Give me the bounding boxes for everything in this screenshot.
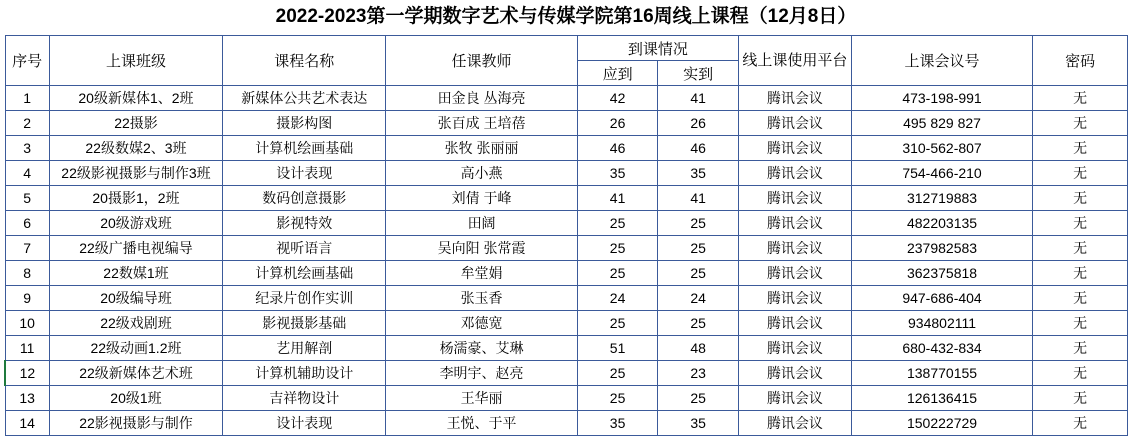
cell-password: 无	[1033, 286, 1128, 311]
cell-course: 新媒体公共艺术表达	[223, 86, 386, 111]
cell-course: 纪录片创作实训	[223, 286, 386, 311]
cell-course: 计算机绘画基础	[223, 136, 386, 161]
cell-due: 26	[577, 111, 658, 136]
cell-platform: 腾讯会议	[739, 111, 852, 136]
table-row	[5, 286, 1128, 311]
cell-meeting: 495 829 827	[851, 111, 1032, 136]
cell-actual: 25	[658, 211, 739, 236]
cell-meeting: 754-466-210	[851, 161, 1032, 186]
table-row	[5, 86, 1128, 111]
cell-index: 2	[5, 111, 49, 136]
cell-course: 计算机辅助设计	[223, 361, 386, 386]
cell-due: 25	[577, 311, 658, 336]
cell-class: 22级数媒2、3班	[49, 136, 222, 161]
cell-course: 摄影构图	[223, 111, 386, 136]
cell-teacher: 王华丽	[386, 386, 577, 411]
cell-index: 12	[5, 361, 49, 386]
cell-password: 无	[1033, 136, 1128, 161]
cell-platform: 腾讯会议	[739, 261, 852, 286]
cell-teacher: 李明宇、赵亮	[386, 361, 577, 386]
cell-due: 51	[577, 336, 658, 361]
cell-teacher: 王悦、于平	[386, 411, 577, 436]
cell-meeting: 362375818	[851, 261, 1032, 286]
cell-index: 3	[5, 136, 49, 161]
cell-teacher: 张百成 王培蓓	[386, 111, 577, 136]
cell-class: 22影视摄影与制作	[49, 411, 222, 436]
cell-class: 22级戏剧班	[49, 311, 222, 336]
cell-meeting: 482203135	[851, 211, 1032, 236]
cell-password: 无	[1033, 161, 1128, 186]
cell-platform: 腾讯会议	[739, 386, 852, 411]
header-course: 课程名称	[223, 36, 386, 86]
cell-platform: 腾讯会议	[739, 161, 852, 186]
cell-teacher: 杨濡豪、艾琳	[386, 336, 577, 361]
cell-password: 无	[1033, 311, 1128, 336]
table-row	[5, 211, 1128, 236]
header-actual: 实到	[658, 61, 739, 86]
cell-due: 35	[577, 411, 658, 436]
cell-teacher: 牟堂娟	[386, 261, 577, 286]
cell-class: 20摄影1，2班	[49, 186, 222, 211]
cell-course: 影视摄影基础	[223, 311, 386, 336]
cell-teacher: 田阔	[386, 211, 577, 236]
cell-password: 无	[1033, 261, 1128, 286]
table-row	[5, 136, 1128, 161]
cell-index: 13	[5, 386, 49, 411]
header-due: 应到	[577, 61, 658, 86]
table-row	[5, 111, 1128, 136]
cell-teacher: 张玉香	[386, 286, 577, 311]
header-meeting: 上课会议号	[851, 36, 1032, 86]
cell-class: 22级新媒体艺术班	[49, 361, 222, 386]
cell-platform: 腾讯会议	[739, 186, 852, 211]
cell-platform: 腾讯会议	[739, 361, 852, 386]
cell-actual: 46	[658, 136, 739, 161]
cell-class: 20级游戏班	[49, 211, 222, 236]
cell-password: 无	[1033, 361, 1128, 386]
cell-actual: 23	[658, 361, 739, 386]
cell-actual: 41	[658, 86, 739, 111]
header-teacher: 任课教师	[386, 36, 577, 86]
cell-meeting: 150222729	[851, 411, 1032, 436]
cell-index: 11	[5, 336, 49, 361]
header-row-1	[5, 36, 1128, 61]
cell-teacher: 张牧 张丽丽	[386, 136, 577, 161]
cell-due: 25	[577, 211, 658, 236]
header-index: 序号	[5, 36, 49, 86]
cell-password: 无	[1033, 336, 1128, 361]
cell-actual: 26	[658, 111, 739, 136]
cell-due: 25	[577, 261, 658, 286]
cell-password: 无	[1033, 111, 1128, 136]
cell-class: 22摄影	[49, 111, 222, 136]
cell-teacher: 田金良 丛海亮	[386, 86, 577, 111]
cell-meeting: 310-562-807	[851, 136, 1032, 161]
page-title: 2022-2023第一学期数字艺术与传媒学院第16周线上课程（12月8日）	[275, 6, 857, 27]
cell-class: 22级动画1.2班	[49, 336, 222, 361]
cell-course: 吉祥物设计	[223, 386, 386, 411]
cell-meeting: 934802111	[851, 311, 1032, 336]
cell-teacher: 吴向阳 张常霞	[386, 236, 577, 261]
cell-platform: 腾讯会议	[739, 311, 852, 336]
cell-actual: 25	[658, 311, 739, 336]
course-schedule-table	[4, 35, 1128, 436]
cell-class: 20级1班	[49, 386, 222, 411]
cell-due: 25	[577, 236, 658, 261]
cell-meeting: 947-686-404	[851, 286, 1032, 311]
cell-index: 8	[5, 261, 49, 286]
cell-index: 1	[5, 86, 49, 111]
cell-meeting: 138770155	[851, 361, 1032, 386]
cell-meeting: 237982583	[851, 236, 1032, 261]
cell-actual: 25	[658, 236, 739, 261]
cell-due: 42	[577, 86, 658, 111]
cell-course: 设计表现	[223, 161, 386, 186]
cell-index: 7	[5, 236, 49, 261]
cell-due: 25	[577, 386, 658, 411]
cell-actual: 24	[658, 286, 739, 311]
table-row	[5, 336, 1128, 361]
cell-class: 20级新媒体1、2班	[49, 86, 222, 111]
cell-index: 6	[5, 211, 49, 236]
header-attendance-group: 到课情况	[577, 36, 738, 61]
cell-actual: 35	[658, 411, 739, 436]
cell-platform: 腾讯会议	[739, 236, 852, 261]
cell-platform: 腾讯会议	[739, 211, 852, 236]
header-class: 上课班级	[49, 36, 222, 86]
cell-course: 影视特效	[223, 211, 386, 236]
cell-meeting: 680-432-834	[851, 336, 1032, 361]
cell-password: 无	[1033, 236, 1128, 261]
cell-index: 14	[5, 411, 49, 436]
cell-course: 数码创意摄影	[223, 186, 386, 211]
table-row	[5, 161, 1128, 186]
table-row	[5, 186, 1128, 211]
cell-teacher: 高小燕	[386, 161, 577, 186]
cell-platform: 腾讯会议	[739, 286, 852, 311]
header-password: 密码	[1033, 36, 1128, 86]
cell-actual: 41	[658, 186, 739, 211]
cell-class: 22级广播电视编导	[49, 236, 222, 261]
cell-actual: 25	[658, 261, 739, 286]
cell-due: 46	[577, 136, 658, 161]
cell-class: 22级影视摄影与制作3班	[49, 161, 222, 186]
cell-password: 无	[1033, 211, 1128, 236]
cell-course: 视听语言	[223, 236, 386, 261]
table-row	[5, 411, 1128, 436]
cell-meeting: 312719883	[851, 186, 1032, 211]
cell-password: 无	[1033, 411, 1128, 436]
cell-meeting: 473-198-991	[851, 86, 1032, 111]
cell-teacher: 刘倩 于峰	[386, 186, 577, 211]
cell-platform: 腾讯会议	[739, 86, 852, 111]
cell-due: 25	[577, 361, 658, 386]
cell-platform: 腾讯会议	[739, 336, 852, 361]
cell-index: 10	[5, 311, 49, 336]
header-platform: 线上课使用平台	[739, 36, 852, 86]
cell-password: 无	[1033, 386, 1128, 411]
table-row	[5, 261, 1128, 286]
cell-due: 35	[577, 161, 658, 186]
cell-class: 20级编导班	[49, 286, 222, 311]
table-header	[5, 36, 1128, 86]
table-row	[5, 361, 1128, 386]
cell-due: 41	[577, 186, 658, 211]
table-body	[5, 86, 1128, 436]
cell-password: 无	[1033, 86, 1128, 111]
cell-actual: 35	[658, 161, 739, 186]
table-row	[5, 236, 1128, 261]
cell-class: 22数媒1班	[49, 261, 222, 286]
cell-password: 无	[1033, 186, 1128, 211]
cell-index: 4	[5, 161, 49, 186]
cell-due: 24	[577, 286, 658, 311]
cell-index: 9	[5, 286, 49, 311]
cell-course: 计算机绘画基础	[223, 261, 386, 286]
cell-course: 设计表现	[223, 411, 386, 436]
cell-actual: 25	[658, 386, 739, 411]
cell-meeting: 126136415	[851, 386, 1032, 411]
cell-actual: 48	[658, 336, 739, 361]
cell-platform: 腾讯会议	[739, 411, 852, 436]
cell-platform: 腾讯会议	[739, 136, 852, 161]
table-row	[5, 386, 1128, 411]
cell-course: 艺用解剖	[223, 336, 386, 361]
cell-teacher: 邓德宽	[386, 311, 577, 336]
cell-index: 5	[5, 186, 49, 211]
table-row	[5, 311, 1128, 336]
